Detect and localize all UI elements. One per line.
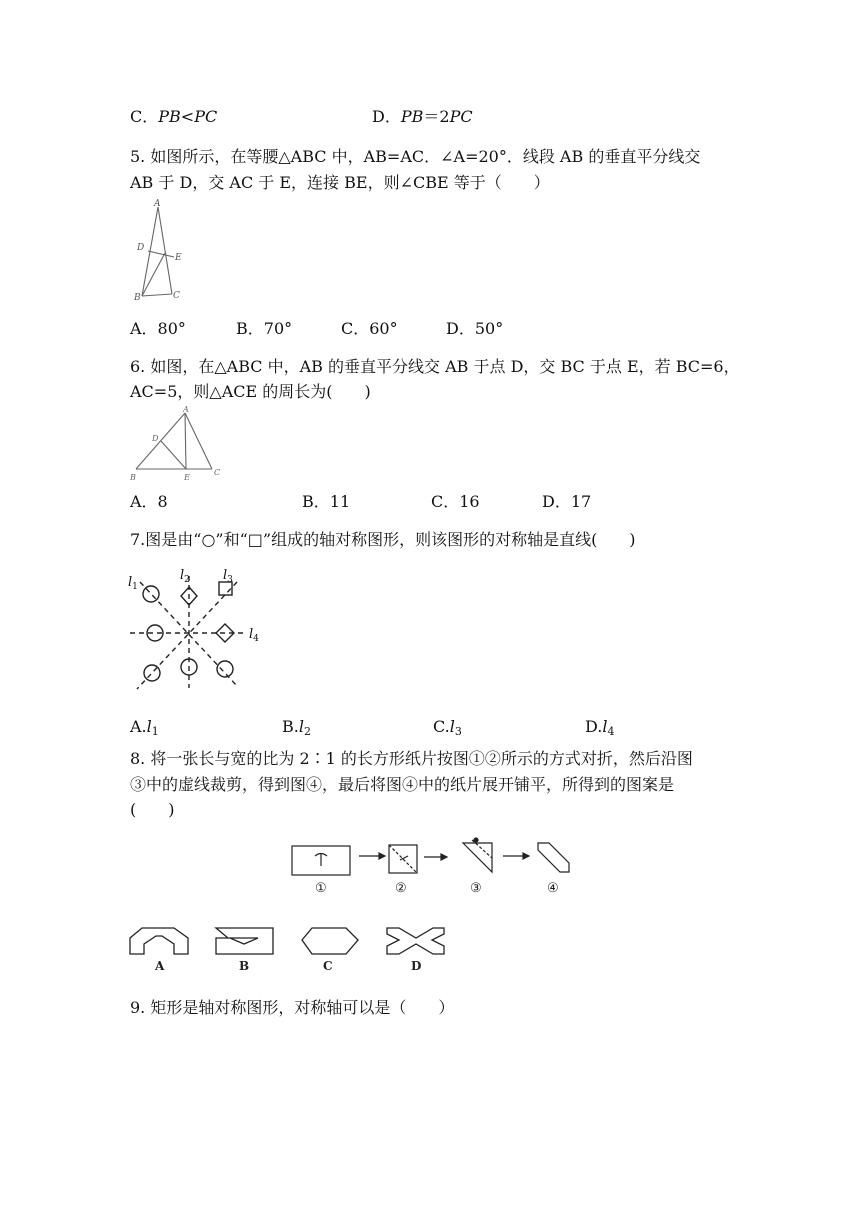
q5-option-c: C．60° (341, 319, 398, 338)
q6-label-b: B (130, 473, 136, 482)
q8-choice-label-a: A (155, 959, 165, 973)
q6-label-e: E (184, 473, 190, 482)
q5-label-e: E (175, 253, 182, 263)
q8-choice-label-b: B (239, 959, 250, 973)
q5-text-line1: 5. 如图所示，在等腰△ABC 中，AB=AC．∠A=20°．线段 AB 的垂直平分线交 (130, 147, 701, 166)
q7-text-line1: 7.图是由“○”和“□”组成的轴对称图形，则该图形的对称轴是直线( ) (130, 530, 636, 549)
q8-text-line3: ( ) (130, 800, 175, 819)
q7-option-a-l: l (146, 717, 152, 736)
q7-option-a-sub: 1 (151, 725, 159, 738)
q4-option-c-rel: < (180, 107, 195, 126)
q7-axis-label-l1: $l_1$ (128, 575, 138, 592)
q8-text-line2: ③中的虚线裁剪，得到图④，最后将图④中的纸片展开铺平，所得到的图案是 (130, 775, 675, 794)
q6-option-d: D．17 (542, 492, 592, 511)
q6-text-line2: AC=5，则△ACE 的周长为( ) (130, 382, 371, 401)
q7-option-c-sub: 3 (454, 725, 462, 738)
q5-label-b: B (134, 293, 141, 303)
q7-option-b-prefix: B. (282, 717, 299, 736)
q8-step-label-3: ③ (470, 881, 482, 896)
q6-label-a: A (183, 405, 189, 414)
q5-label-d: D (137, 243, 145, 253)
q6-text-line1: 6. 如图，在△ABC 中，AB 的垂直平分线交 AB 于点 D，交 BC 于点 E，若 BC=6， (130, 357, 740, 376)
q7-option-b-l: l (298, 717, 304, 736)
q4-option-c-letter: C． (130, 107, 159, 126)
q4-option-d-rel: ＝2 (423, 107, 450, 126)
q7-axis-label-l3: $l_3$ (223, 568, 233, 585)
q7-axis-label-l2: $l_2$ (180, 568, 190, 585)
q7-option-a (130, 716, 159, 743)
q6-option-c: C．16 (431, 492, 480, 511)
q4-option-c (130, 106, 217, 128)
q8-choice-label-d: D (411, 959, 422, 973)
q8-step-label-4: ④ (547, 881, 559, 896)
q8-choice-shape-d (387, 928, 444, 954)
q5-label-c: C (173, 291, 180, 301)
q7-option-d-l: l (602, 717, 608, 736)
q7-option-d-sub: 4 (607, 725, 615, 738)
q9-text-line1: 9. 矩形是轴对称图形，对称轴可以是（ ） (130, 998, 455, 1017)
q6-triangle-figure (128, 404, 224, 484)
q8-choice-shape-b (216, 928, 273, 954)
q7-option-b-sub: 2 (303, 725, 311, 738)
q4-option-d-pc: PC (449, 107, 473, 126)
q5-triangle-figure (128, 198, 198, 304)
q5-option-a: A．80° (130, 319, 186, 338)
q7-option-c-prefix: C. (433, 717, 450, 736)
q5-option-d: D．50° (446, 319, 504, 338)
q5-text-line2: AB 于 D，交 AC 于 E，连接 BE，则∠CBE 等于（ ） (130, 173, 550, 192)
q6-option-b: B．11 (302, 492, 351, 511)
q8-step-label-2: ② (395, 881, 407, 896)
q7-symmetry-figure (125, 562, 265, 692)
q7-option-a-prefix: A. (130, 717, 147, 736)
q7-option-d-prefix: D. (585, 717, 603, 736)
q6-label-c: C (214, 468, 221, 477)
q8-folding-steps-figure (288, 832, 588, 898)
q6-option-a: A．8 (130, 492, 168, 511)
q8-text-line1: 8. 将一张长与宽的比为 2∶1 的长方形纸片按图①②所示的方式对折，然后沿图 (130, 749, 693, 768)
q4-option-d-letter: D． (372, 107, 401, 126)
q8-answer-choices-figure (128, 922, 452, 974)
q7-option-b (282, 716, 311, 743)
q7-option-c-l: l (449, 717, 455, 736)
q7-option-d (585, 716, 614, 743)
q7-option-c (433, 716, 462, 743)
q7-axis-label-l4: $l_4$ (249, 627, 259, 644)
q4-option-c-pc: PC (194, 107, 218, 126)
q5-option-b: B．70° (236, 319, 293, 338)
q8-choice-shape-c (302, 928, 358, 954)
q4-option-d-pb: PB (400, 107, 424, 126)
q8-choice-shape-a (130, 928, 188, 954)
q5-label-a: A (154, 199, 161, 209)
q8-step-label-1: ① (315, 881, 327, 896)
q8-choice-label-c: C (323, 959, 333, 973)
q6-label-d: D (152, 434, 159, 443)
q4-option-d (372, 106, 473, 128)
q4-option-c-pb: PB (158, 107, 181, 126)
